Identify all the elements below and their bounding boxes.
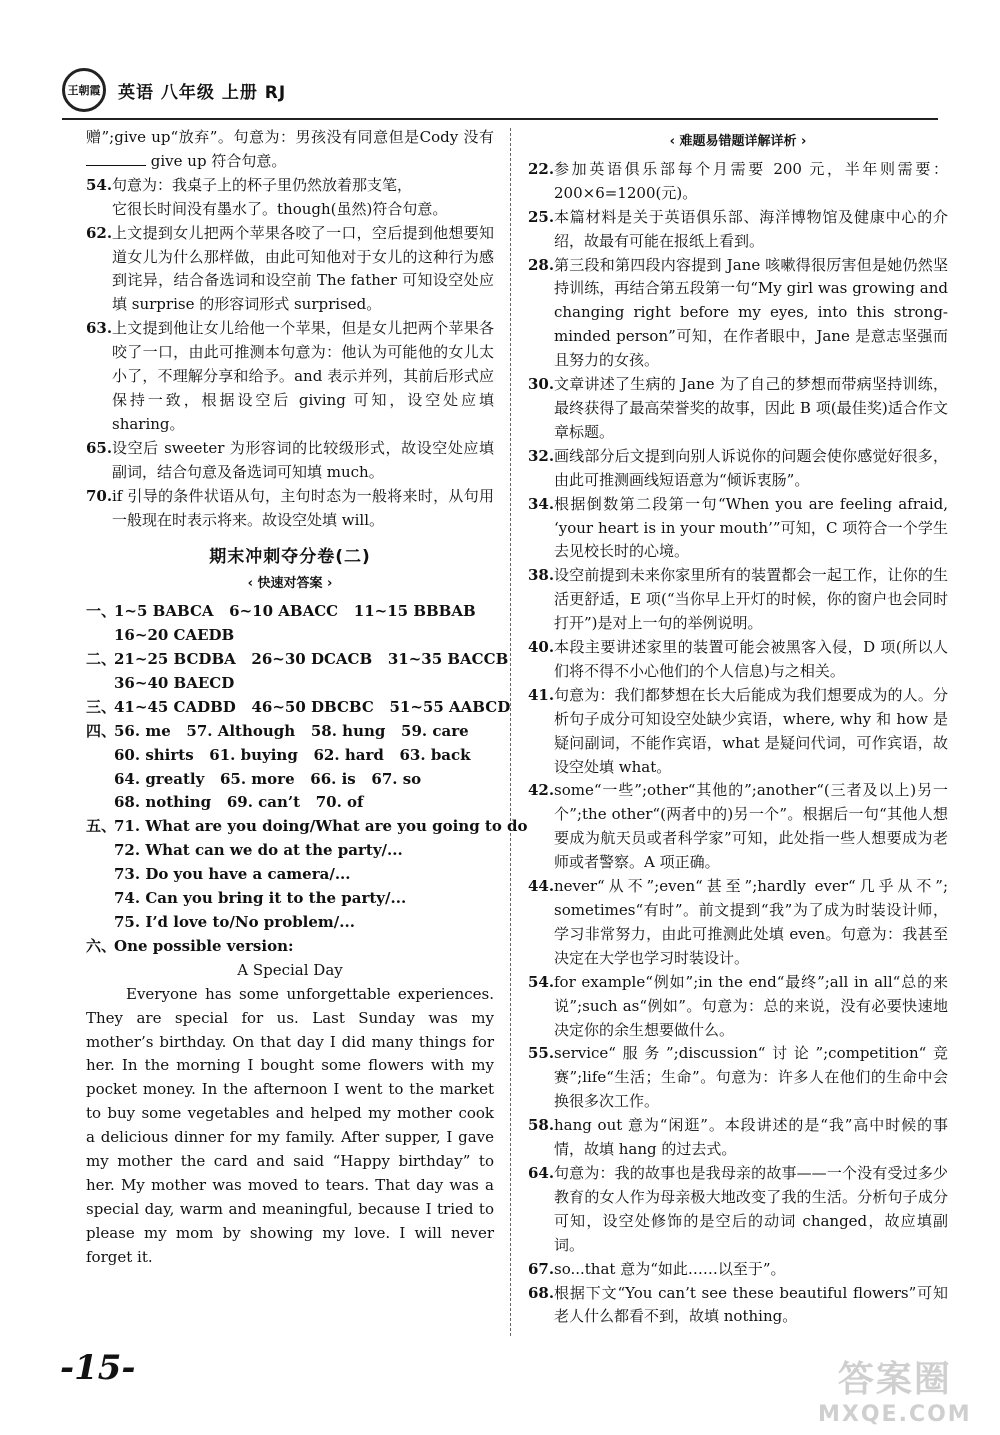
section-label [86, 911, 114, 935]
answer-row [86, 863, 494, 887]
essay-body: Everyone has some unforgettable experiences. They are special for us. Last Sunday was my mother’s birthday. On that day I did many things for her. In the morning I bought some flowers with my pocket money. In the afternoon I went to the market to buy some vegetables and helped my mother cook a delicious dinner for my family. After supper, I gave my mother the card and said “Happy birthday” to her. My mother was moved to tears. That day was a special day, warm and meaningful, because I tried to please my mom by showing my love. I will never forget it. [86, 984, 494, 1266]
explanation-item [86, 437, 494, 485]
answer-line: 64. greatly 65. more 66. is 67. so [114, 769, 422, 788]
explanation-item [528, 1114, 948, 1162]
section-label [86, 839, 114, 863]
answer-line: 56. me 57. Although 58. hung 59. care [114, 721, 469, 740]
explanation-text: never“从不”;even“甚至”;hardly ever“几乎从不”; sometimes“有时”。前文提到“我”为了成为时装设计师，学习非常努力，由此可推测此处填 even。句意为：我甚至决定在大学也学习时装设计。 [554, 877, 948, 967]
answer-row [86, 935, 494, 959]
exam-title: 期末冲刺夺分卷(二) [209, 547, 371, 568]
question-number: 38. [528, 566, 555, 585]
explanation-text: so...that 意为“如此……以至于”。 [554, 1259, 786, 1278]
watermark-text: 答案圈 [837, 1359, 952, 1400]
column-divider [510, 128, 511, 1336]
answer-row [86, 696, 511, 720]
explanation-text: 上文提到女儿把两个苹果各咬了一口，空后提到他想要知道女儿为什么那样做，由此可知他对于女儿的这种行为感到诧异，结合备选词和设空前 The father 可知设空处应填 surprise 的形容词形式 surprised。 [112, 223, 494, 314]
answer-row [86, 624, 494, 648]
answer-key [86, 600, 528, 959]
book-title: 英语 八年级 上册 RJ [118, 82, 287, 103]
section-label [86, 768, 114, 792]
answer-row [86, 815, 528, 839]
section-label: 四、 [86, 721, 117, 740]
explanation-item [528, 493, 948, 565]
explanations-title: ‹ 难题易错题详解详析 › [669, 134, 807, 149]
question-number: 54. [528, 972, 555, 991]
explanation-item [528, 254, 948, 374]
explanation-text: 设空后 sweeter 为形容词的比较级形式，故设空处应填副词，结合句意及备选词可知填 much。 [112, 438, 494, 481]
watermark [818, 1359, 972, 1427]
left-column [86, 126, 528, 1270]
header-rule [62, 118, 938, 120]
answer-line: 72. What can we do at the party/... [114, 841, 403, 860]
explanation-item [528, 206, 948, 254]
explanation-text: 参加英语俱乐部每个月需要 200 元，半年则需要：200×6=1200(元)。 [554, 159, 948, 202]
answer-row [86, 791, 494, 815]
question-number: 54. [86, 175, 113, 194]
question-number [86, 198, 112, 222]
explanation-item [528, 875, 948, 971]
answer-line: 21~25 BCDBA 26~30 DCACB 31~35 BACCB [114, 650, 509, 669]
question-number: 44. [528, 877, 555, 896]
explanation-text: service“服务”;discussion“讨论”;competition“竞赛”;life“生活；生命”。句意为：许多人在他们的生命中会换很多次工作。 [554, 1044, 948, 1111]
question-number: 32. [528, 446, 555, 465]
explanation-item [528, 564, 948, 636]
answer-line: 36~40 BAECD [114, 673, 235, 692]
explanation-text: 画线部分后文提到向别人诉说你的问题会使你感觉好很多，由此可推测画线短语意为“倾诉衷肠”。 [554, 446, 948, 489]
left-explanations [86, 174, 494, 533]
answer-line: 1~5 BABCA 6~10 ABACC 11~15 BBBAB [114, 602, 476, 621]
explanation-text: 句意为：我桌子上的杯子里仍然放着那支笔， [112, 175, 413, 194]
answer-line: 16~20 CAEDB [114, 626, 235, 645]
question-number: 22. [528, 159, 555, 178]
question-number: 70. [86, 486, 113, 505]
page-number: -15- [60, 1348, 136, 1388]
question-number: 34. [528, 494, 555, 513]
question-number: 25. [528, 207, 555, 226]
blank-line [86, 151, 146, 166]
right-explanations [528, 158, 948, 1329]
section-label [86, 887, 114, 911]
answer-line: 41~45 CADBD 46~50 DBCBC 51~55 AABCD [114, 697, 511, 716]
section-label: 一、 [86, 602, 117, 621]
explanation-text: 本段主要讲述家里的装置可能会被黑客入侵，D 项(所以人们将不得不小心他们的个人信息)与之相关。 [554, 638, 948, 680]
section-label: 三、 [86, 697, 117, 716]
page-header [62, 66, 286, 114]
answer-line: 60. shirts 61. buying 62. hard 63. back [114, 745, 471, 764]
explanation-text: 句意为：我们都梦想在长大后能成为我们想要成为的人。分析句子成分可知设空处缺少宾语，where, why 和 how 是疑问副词，不能作宾语，what 是疑问代词，可作宾语，故设空处填 what。 [554, 685, 948, 776]
answer-row [86, 744, 494, 768]
question-number: 42. [528, 781, 555, 800]
answer-line: One possible version: [114, 936, 294, 955]
question-number: 64. [528, 1163, 555, 1182]
question-number: 58. [528, 1116, 555, 1135]
section-label [86, 791, 114, 815]
answer-line: 74. Can you bring it to the party/... [114, 889, 407, 908]
explanation-text: 第三段和第四段内容提到 Jane 咳嗽得很厉害但是她仍然坚持训练，再结合第五段第一句“My girl was growing and changing right before my eyes, into this strong-minded person”可知，在作者眼中，Jane 是意志坚强而且努力的女孩。 [554, 255, 948, 370]
explanation-text: some“一些”;other“其他的”;another“(三者及以上)另一个”;the other“(两者中的)另一个”。根据后一句“其他人想要成为航天员或者科学家”可知，此处指一些人想要成为老师或者警察。A 项正确。 [554, 781, 948, 872]
question-number: 30. [528, 375, 555, 394]
explanation-item [86, 317, 494, 437]
question-number: 55. [528, 1044, 555, 1063]
explanation-text: 上文提到他让女儿给他一个苹果，但是女儿把两个苹果各咬了一口，由此可推测本句意为：他认为可能他的女儿太小了，不理解分享和给予。and 表示并列，其前后形式应保持一致，根据设空后 giving 可知，设空处应填 sharing。 [112, 319, 494, 433]
answer-row [86, 672, 494, 696]
right-column [528, 126, 948, 1329]
explanation-item [528, 636, 948, 684]
explanation-text: 根据倒数第二段第一句“When you are feeling afraid, ‘your heart is in your mouth’”可知，C 项符合一个学生去见校长时的心境。 [554, 494, 948, 561]
explanation-item [528, 971, 948, 1043]
explanation-item [528, 445, 948, 493]
question-number: 63. [86, 319, 113, 338]
explanation-item [528, 158, 948, 206]
explanation-item [86, 485, 494, 533]
question-number: 68. [528, 1283, 555, 1302]
answer-row [86, 911, 494, 935]
question-number: 40. [528, 638, 555, 657]
continued-paragraph: 赠”;give up“放弃”。句意为：男孩没有同意但是Cody 没有 give up 符合句意。 [86, 128, 495, 170]
question-number: 41. [528, 685, 555, 704]
publisher-logo: 王朝霞 [62, 68, 106, 112]
section-label [86, 672, 114, 696]
explanation-text: 句意为：我的故事也是我母亲的故事——一个没有受过多少教育的女人作为母亲极大地改变了我的生活。分析句子成分可知，设空处修饰的是空后的动词 changed，故应填副词。 [554, 1163, 948, 1254]
essay-title: A Special Day [237, 960, 343, 979]
section-label [86, 744, 114, 768]
answer-row [86, 887, 494, 911]
section-label: 五、 [86, 817, 117, 836]
section-label [86, 863, 114, 887]
explanation-item [528, 1042, 948, 1114]
explanation-text: 它很长时间没有墨水了。though(虽然)符合句意。 [112, 199, 448, 218]
explanation-text: 文章讲述了生病的 Jane 为了自己的梦想而带病坚持训练，最终获得了最高荣誉奖的故事，因此 B 项(最佳奖)适合作文章标题。 [554, 375, 948, 441]
section-label [86, 624, 114, 648]
section-label: 六、 [86, 936, 117, 955]
quick-answers-title: ‹ 快速对答案 › [247, 576, 333, 592]
explanation-text: 本篇材料是关于英语俱乐部、海洋博物馆及健康中心的介绍，故最有可能在报纸上看到。 [554, 207, 948, 250]
explanation-item [528, 1282, 948, 1330]
section-label: 二、 [86, 650, 117, 669]
question-number: 67. [528, 1259, 555, 1278]
explanation-item [86, 174, 494, 198]
answer-line: 73. Do you have a camera/... [114, 865, 351, 884]
question-number: 28. [528, 255, 555, 274]
answer-line: 71. What are you doing/What are you going to do [114, 817, 528, 836]
explanation-item [528, 684, 948, 780]
watermark-url: MXQE.COM [818, 1402, 972, 1427]
explanation-text: 设空前提到未来你家里所有的装置都会一起工作，让你的生活更舒适，E 项(“当你早上开灯的时候，你的窗户也会同时打开”)是对上一句的举例说明。 [554, 566, 948, 633]
answer-row [86, 600, 494, 624]
explanation-item [528, 1162, 948, 1258]
answer-line: 68. nothing 69. can’t 70. of [114, 793, 364, 812]
explanation-item [528, 373, 948, 445]
explanation-item [528, 1258, 948, 1282]
explanation-text: 根据下文“You can’t see these beautiful flowers”可知老人什么都看不到，故填 nothing。 [554, 1283, 948, 1326]
question-number: 65. [86, 438, 113, 457]
answer-row [86, 768, 494, 792]
answer-row [86, 720, 494, 744]
answer-row [86, 648, 509, 672]
explanation-text: hang out 意为“闲逛”。本段讲述的是“我”高中时候的事情，故填 hang 的过去式。 [554, 1116, 948, 1159]
question-number: 62. [86, 223, 113, 242]
answer-row [86, 839, 494, 863]
explanation-item [86, 222, 494, 318]
explanation-item [528, 779, 948, 875]
explanation-text: if 引导的条件状语从句，主句时态为一般将来时，从句用一般现在时表示将来。故设空处填 will。 [112, 486, 494, 529]
answer-line: 75. I’d love to/No problem/... [114, 913, 355, 931]
explanation-text: for example“例如”;in the end“最终”;all in all“总的来说”;such as“例如”。句意为：总的来说，没有必要快速地决定你的余生想要做什么。 [554, 972, 948, 1039]
explanation-item [86, 198, 494, 222]
